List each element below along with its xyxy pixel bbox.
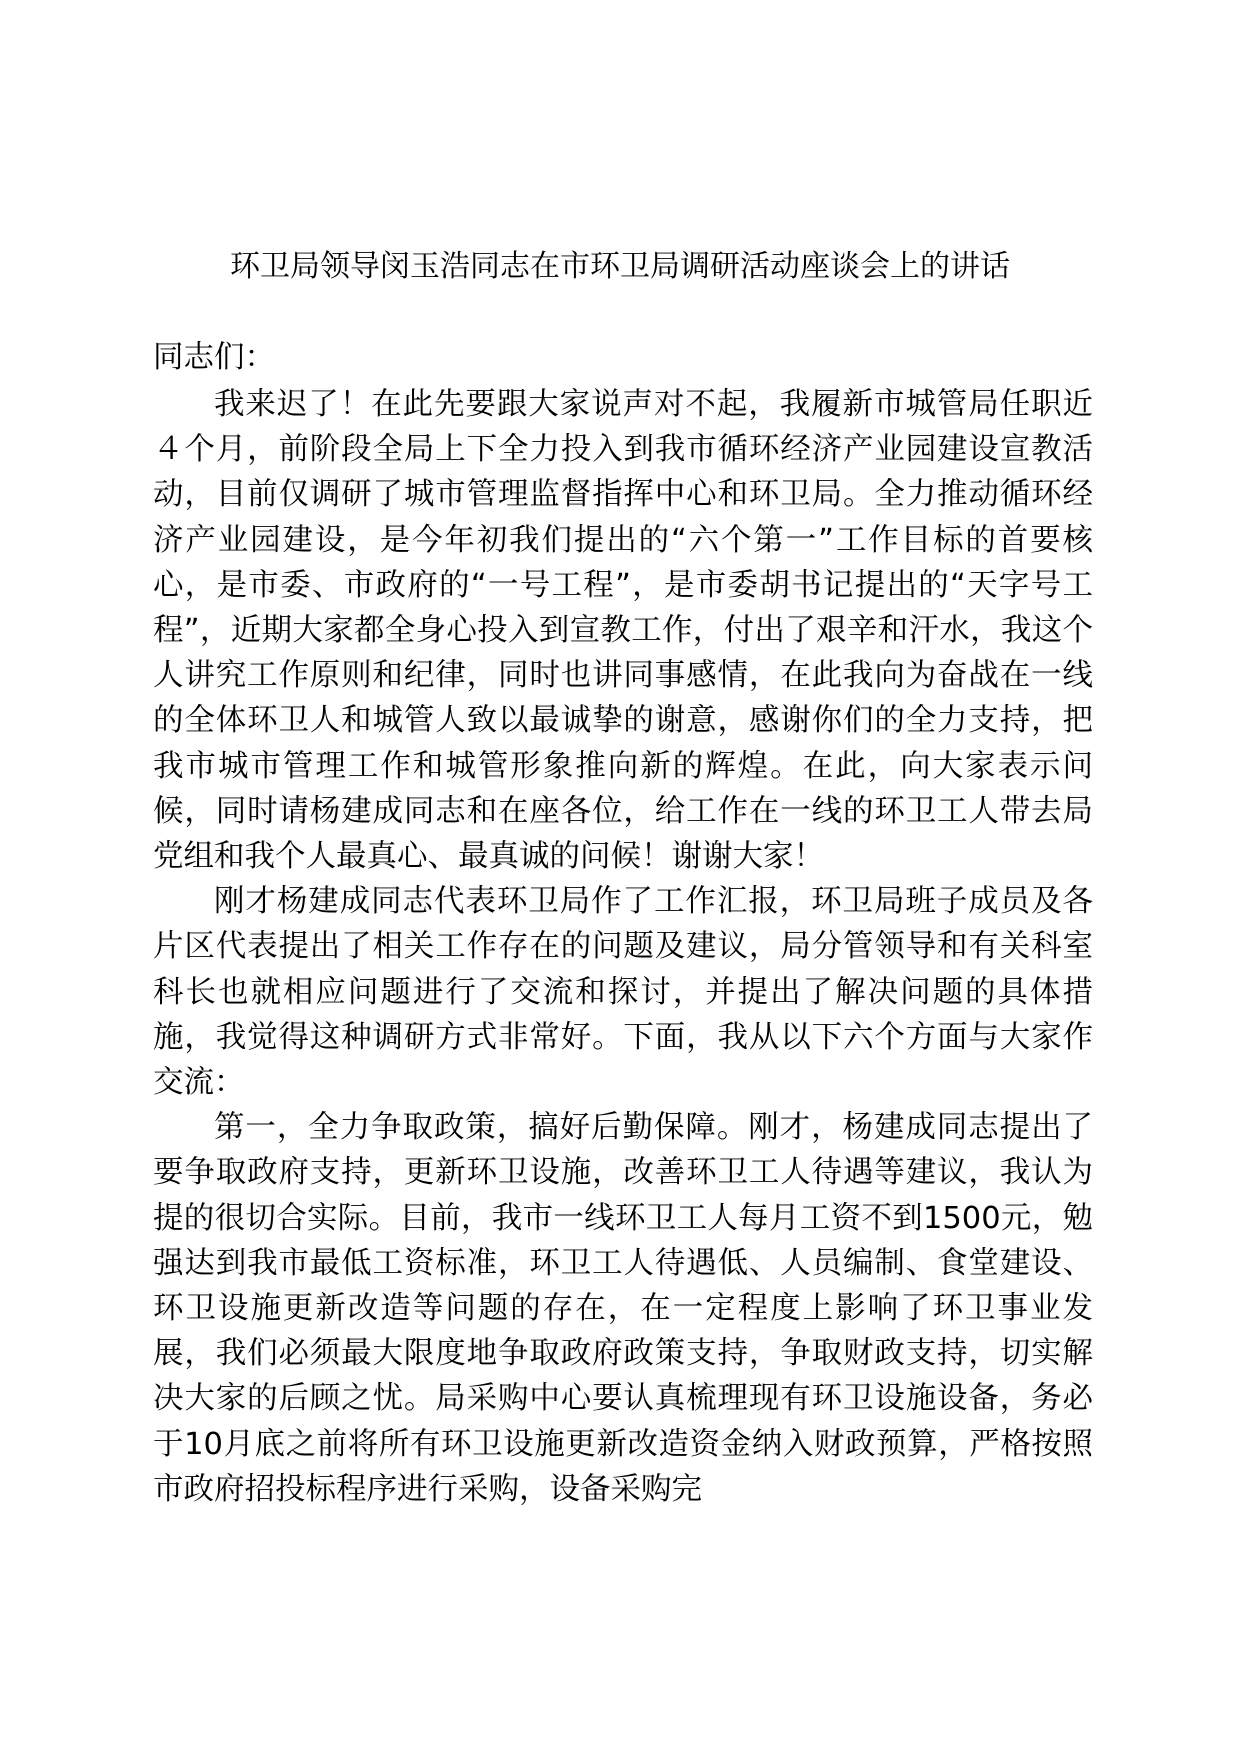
paragraph: 刚才杨建成同志代表环卫局作了工作汇报，环卫局班子成员及各片区代表提出了相关工作存在的问题及建议，局分管领导和有关科室科长也就相应问题进行了交流和探讨，并提出了解决问题的具体措施，我觉得这种调研方式非常好。下面，我从以下六个方面与大家作交流： <box>153 884 1093 1101</box>
document-title: 环卫局领导闵玉浩同志在市环卫局调研活动座谈会上的讲话 <box>230 249 1010 284</box>
paragraph: 第一，全力争取政策，搞好后勤保障。刚才，杨建成同志提出了要争取政府支持，更新环卫设施，改善环卫工人待遇等建议，我认为提的很切合实际。目前，我市一线环卫工人每月工资不到1500元，勉强达到我市最低工资标准，环卫工人待遇低、人员编制、食堂建设、环卫设施更新改造等问题的存在，在一定程度上影响了环卫事业发展，我们必须最大限度地争取政府政策支持，争取财政支持，切实解决大家的后顾之忧。局采购中心要认真梳理现有环卫设施设备，务必于10月底之前将所有环卫设施更新改造资金纳入财政预算，严格按照市政府招投标程序进行采购，设备采购完 <box>153 1110 1093 1507</box>
speech-body <box>153 382 1093 1512</box>
salutation: 同志们： <box>153 340 275 375</box>
paragraph: 我来迟了！在此先要跟大家说声对不起，我履新市城管局任职近４个月，前阶段全局上下全力投入到我市循环经济产业园建设宣教活动，目前仅调研了城市管理监督指挥中心和环卫局。全力推动循环经济产业园建设，是今年初我们提出的“六个第一”工作目标的首要核心，是市委、市政府的“一号工程”，是市委胡书记提出的“天字号工程”，近期大家都全身心投入到宣教工作，付出了艰辛和汗水，我这个人讲究工作原则和纪律，同时也讲同事感情，在此我向为奋战在一线的全体环卫人和城管人致以最诚挚的谢意，感谢你们的全力支持，把我市城市管理工作和城管形象推向新的辉煌。在此，向大家表示问候，同时请杨建成同志和在座各位，给工作在一线的环卫工人带去局党组和我个人最真心、最真诚的问候！谢谢大家！ <box>153 387 1093 875</box>
